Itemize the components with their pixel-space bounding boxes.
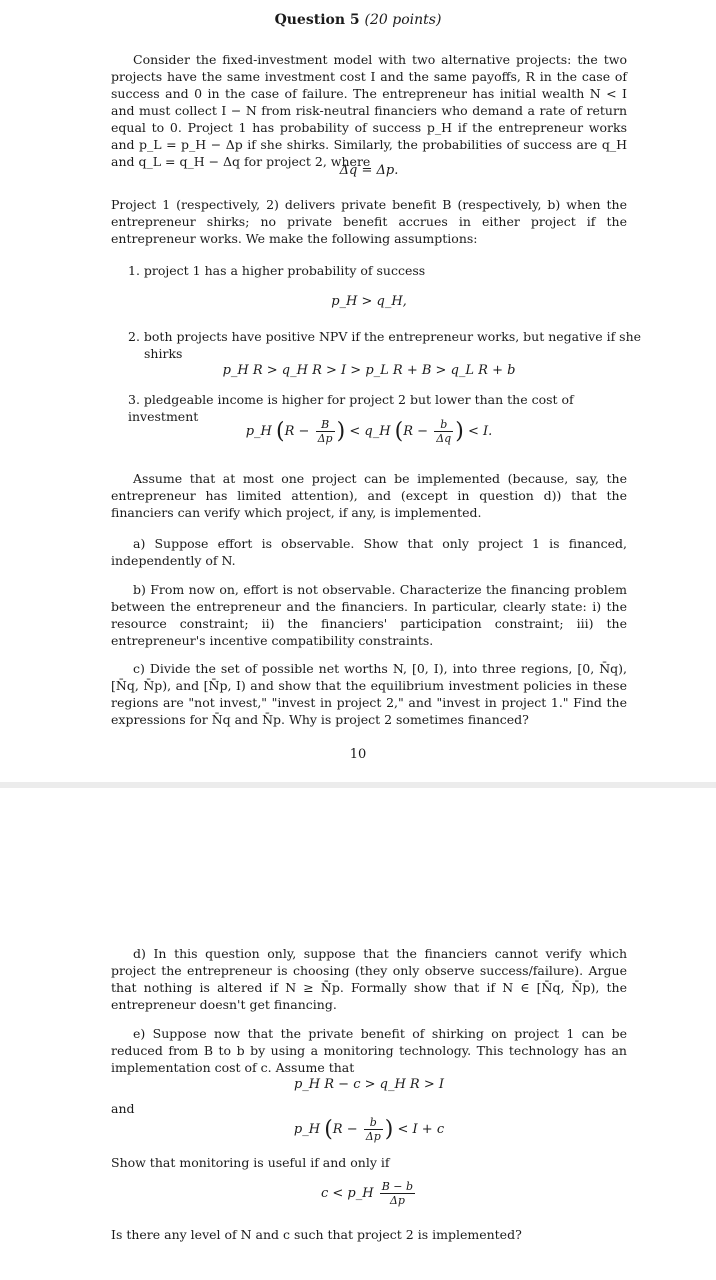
question-e: e) Suppose now that the private benefit of shirking on project 1 can be reduced from B to b by using a monitoring technology. This technology has an implementation cost of c. Assume that [111, 1026, 627, 1075]
equation-delta-q: Δq = Δp. [339, 163, 399, 178]
assumption-2: 2. both projects have positive NPV if the entrepreneur works, but negative if she shirks [128, 329, 642, 361]
equation-monitoring-condition: c < p_H $\frac{B - b}{\Delta p}$ [320, 1180, 414, 1207]
equation-assumption-3: p_H (R − $\frac{B}{\Delta p}$ ) < q_H (R − $\frac{b}{\Delta q}$ ) < I. [245, 418, 493, 445]
assume-paragraph: Assume that at most one project can be implemented (because, say, the entrepreneur has limited attention), and (except in question d)) that the financiers can verify which project, if any, is implemented. [111, 471, 627, 520]
page-number: 10 [349, 747, 367, 762]
equation-monitoring-2: p_H (R − $\frac{b}{\Delta p}$ ) < I + c [293, 1116, 445, 1143]
assumption-3: 3. pledgeable income is higher for project 2 but lower than the cost of investment [128, 392, 574, 424]
show-statement: Show that monitoring is useful if and only if [111, 1155, 390, 1170]
fraction-b-over-dq: $\frac{b}{\Delta q}$ [436, 418, 452, 445]
question-b: b) From now on, effort is not observable. Characterize the financing problem between the entrepreneur and the financiers. In particular, clearly state: i) the resource constraint; ii) the financiers' participation constraint; iii) the entrepreneur's incentive compatibility constraints. [111, 582, 627, 648]
and-word: and [111, 1101, 135, 1116]
benefit-paragraph: Project 1 (respectively, 2) delivers private benefit B (respectively, b) when the entrepreneur shirks; no private benefit accrues in either project if the entrepreneur works. We make the following assumptions: [111, 197, 627, 246]
fraction-B-over-dp: $\frac{B}{\Delta p}$ [317, 418, 333, 445]
fraction-Bb-over-dp: $\frac{B - b}{\Delta p}$ [381, 1180, 414, 1207]
intro-paragraph: Consider the fixed-investment model with two alternative projects: the two projects have the same investment cost I and the same payoffs, R in the case of success and 0 in the case of failure. The entrepreneur has initial wealth N < I and must collect I − N from risk-neutral financiers who demand a rate of return equal to 0. Project 1 has probability of success p_H if the entrepreneur works and p_L = p_H − Δp if she shirks. Similarly, the probabilities of success are q_H and q_L = q_H − Δq for project 2, where [111, 52, 627, 169]
assumption-1: 1. project 1 has a higher probability of success [128, 263, 426, 278]
equation-assumption-2: p_H R > q_H R > I > p_L R + B > q_L R + b [222, 363, 516, 378]
equation-assumption-1: p_H > q_H, [331, 294, 407, 309]
question-a: a) Suppose effort is observable. Show that only project 1 is financed, independently of N. [111, 536, 627, 568]
question-d: d) In this question only, suppose that the financiers cannot verify which project the entrepreneur is choosing (they only observe success/failure). Argue that nothing is altered if N ≥ N̄p. Formally show that if N ∈ [N̄q, N̄p), the entrepreneur doesn't get financing. [111, 946, 627, 1012]
page-11 [0, 788, 716, 1280]
fraction-b-over-dp: $\frac{b}{\Delta p}$ [365, 1116, 381, 1143]
question-title: Question 5 (20 points) [274, 12, 442, 28]
final-question: Is there any level of N and c such that project 2 is implemented? [111, 1227, 522, 1242]
equation-monitoring-1: p_H R − c > q_H R > I [293, 1077, 445, 1092]
question-c: c) Divide the set of possible net worths N, [0, I), into three regions, [0, N̄q), [N̄q, N̄p), and [N̄p, I) and show that the equilibrium investment policies in these regions are "not invest," "invest in project 2," and "invest in project 1." Find the expressions for N̄q and N̄p. Why is project 2 sometimes financed? [111, 661, 627, 727]
